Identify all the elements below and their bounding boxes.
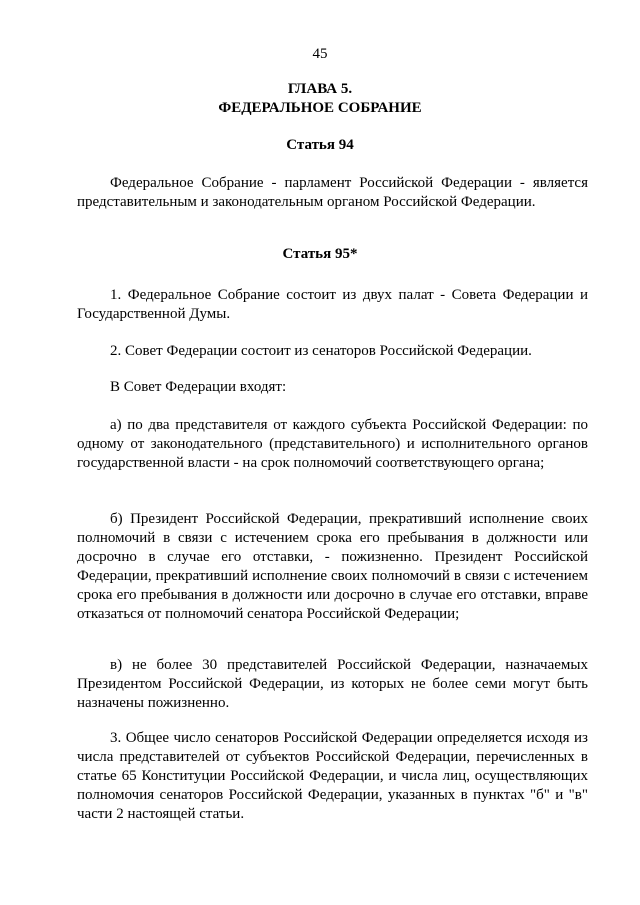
article-95-item-b: б) Президент Российской Федерации, прекративший исполнение своих полномочий в связи с истечением срока его пребывания в должности или досрочно в случае его отставки, - пожизненно. Президент Российской Федерации, прекративший исполнение своих полномочий в связи с истечением срока его пребывания в должности или досрочно в случае его отставки, вправе отказаться от полномочий сенатора Российской Федерации; [77, 511, 588, 622]
chapter-title: ФЕДЕРАЛЬНОЕ СОБРАНИЕ [218, 100, 422, 116]
article-95-part-1: 1. Федеральное Собрание состоит из двух палат - Совета Федерации и Государственной Думы. [77, 287, 588, 322]
article-95-heading: Статья 95* [282, 246, 358, 262]
article-94-paragraph: Федеральное Собрание - парламент Российской Федерации - является представительным и законодательным органом Российской Федерации. [77, 175, 588, 210]
article-95-part-2: 2. Совет Федерации состоит из сенаторов Российской Федерации. [110, 343, 532, 359]
chapter-label: ГЛАВА 5. [287, 81, 353, 97]
article-94-heading: Статья 94 [286, 137, 354, 153]
article-95-item-v: в) не более 30 представителей Российской Федерации, назначаемых Президентом Российской Федерации, из которых не более семи могут быть назначены пожизненно. [77, 657, 588, 711]
article-95-part-3: 3. Общее число сенаторов Российской Федерации определяется исходя из числа представителей от субъектов Российской Федерации, перечисленных в статье 65 Конституции Российской Федерации, и числа лиц, осуществляющих полномочия сенаторов Российской Федерации, указанных в пунктах "б" и "в" части 2 настоящей статьи. [77, 730, 588, 822]
article-95-part-2-intro: В Совет Федерации входят: [110, 379, 287, 395]
article-95-item-a: а) по два представителя от каждого субъекта Российской Федерации: по одному от законодательного (представительного) и исполнительного органов государственной власти - на срок полномочий соответствующего органа; [77, 417, 588, 471]
page-number: 45 [312, 46, 328, 62]
